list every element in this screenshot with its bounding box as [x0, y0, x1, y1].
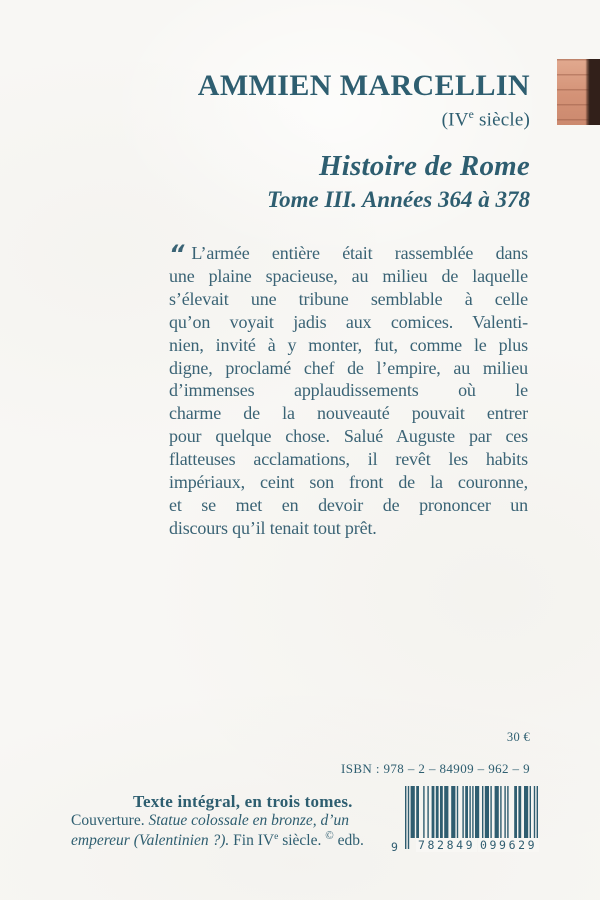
copyright-mark: ©: [325, 829, 334, 842]
fin-superscript: e: [274, 830, 279, 842]
quote-line: d’immenses applaudissements où le: [169, 380, 528, 401]
price-label: 30 €: [506, 730, 530, 744]
barcode-digit-group2: 099629: [480, 838, 538, 852]
quote-line: charme de la nouveauté pouvait entrer: [169, 403, 528, 424]
quote-block: [169, 242, 528, 540]
book-subtitle: Tome III. Années 364 à 378: [267, 186, 530, 212]
quote-line: discours qu’il tenait tout prêt.: [169, 517, 377, 538]
quote-line: impériaux, ceint son front de la couronne,: [169, 472, 528, 493]
quote-line: flatteuses acclamations, il revêt les habits: [169, 449, 528, 470]
quote-line: une plaine spacieuse, au milieu de laquelle: [169, 265, 528, 286]
quote-line: pour quelque chose. Salué Auguste par ces: [169, 426, 528, 447]
quote-line: qu’on voyait jadis aux comices. Valenti-: [169, 311, 528, 332]
publisher-mark: edb.: [333, 831, 364, 849]
footer-note: Texte intégral, en trois tomes.: [133, 792, 353, 811]
quote-line: digne, proclamé chef de l’empire, au milieu: [169, 357, 528, 378]
barcode-digit-left: 9: [391, 840, 398, 854]
footer-credit-block: [71, 792, 381, 850]
barcode-digit-group1: 782849: [418, 838, 476, 852]
century-suffix: siècle): [474, 108, 530, 130]
quote-line: s’élevait une tribune semblable à celle: [169, 288, 528, 309]
author-name: AMMIEN MARCELLIN: [197, 69, 530, 102]
century-prefix: (IV: [441, 108, 469, 130]
cover-photo-thumbnail: [557, 59, 600, 125]
quote-line: “ L’armée entière était rassemblée dans: [169, 240, 528, 268]
quote-line: nien, invité à y monter, fut, comme le plus: [169, 334, 528, 355]
fin-prefix: Fin IV: [233, 831, 275, 849]
cover-credit-line1: [71, 811, 381, 830]
fin-suffix: siècle.: [278, 831, 326, 849]
cover-credit-line2: [71, 831, 381, 850]
cover-credit-italic2: empereur (Valentinien ?).: [71, 831, 234, 849]
century-label: [198, 108, 530, 131]
isbn-label: ISBN : 978 – 2 – 84909 – 962 – 9: [340, 761, 530, 776]
cover-label: Couverture.: [71, 812, 149, 830]
cover-credit-italic1: Statue colossale en bronze, d’un: [148, 812, 349, 830]
century-superscript: e: [468, 107, 475, 121]
quote-line: et se met en devoir de prononcer un: [169, 494, 528, 515]
header-block: [198, 71, 530, 213]
ean-barcode: [391, 786, 541, 858]
book-title: Histoire de Rome: [318, 149, 530, 182]
quote-open-mark: “: [169, 240, 185, 268]
